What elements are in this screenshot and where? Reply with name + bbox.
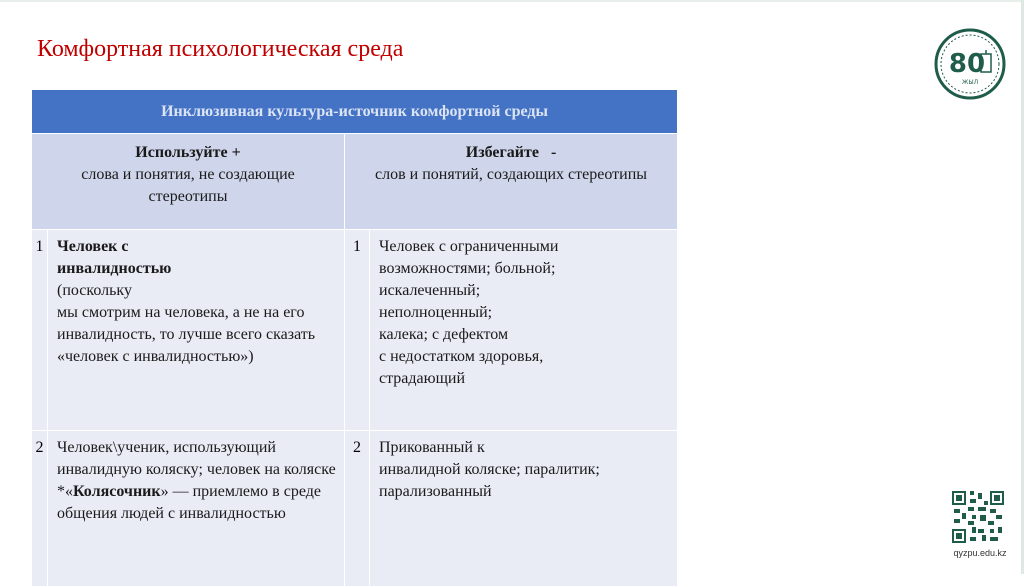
table-row <box>32 431 678 587</box>
use-note-line: (поскольку <box>57 282 132 299</box>
avoid-header <box>345 134 678 230</box>
anniversary-logo-icon <box>934 28 1006 100</box>
logo-caption: ЖЫЛ <box>961 79 979 86</box>
use-mixed-line <box>57 481 340 525</box>
row-number: 1 <box>32 230 48 431</box>
row-number: 1 <box>345 230 370 431</box>
avoid-line: с недостатком здоровья, <box>379 348 544 365</box>
site-url: qyzpu.edu.kz <box>953 548 1007 558</box>
avoid-line: искалеченный; <box>379 282 481 299</box>
avoid-header-title: Избегайте - <box>465 144 557 161</box>
use-cell <box>48 230 345 431</box>
logo-number: 80 <box>948 49 986 79</box>
top-edge <box>0 0 1024 2</box>
comparison-table <box>31 89 678 587</box>
use-header-title: Используйте + <box>135 144 241 161</box>
mixed-suffix: » — приемлемо в среде общения людей с инвалидностью <box>57 483 321 522</box>
avoid-line: инвалидной коляске; паралитик; парализованный <box>379 461 600 500</box>
use-term-line: инвалидностью <box>57 260 172 277</box>
mixed-bold-term: Колясочник <box>73 483 161 500</box>
use-cell <box>48 431 345 587</box>
avoid-line: неполноценный; <box>379 304 493 321</box>
avoid-line: Человек с ограниченными возможностями; больной; <box>379 238 559 277</box>
use-header <box>32 134 345 230</box>
qr-code-icon <box>952 491 1004 543</box>
use-note-line: «человек с инвалидностью») <box>57 348 254 365</box>
use-term-line: Человек с <box>57 238 129 255</box>
avoid-line: Прикованный к <box>379 439 485 456</box>
avoid-cell <box>370 431 678 587</box>
use-header-subtitle: слова и понятия, не создающие стереотипы <box>81 166 295 205</box>
avoid-line: калека; с дефектом <box>379 326 509 343</box>
use-note-line: Человек\ученик, использующий инвалидную коляску; человек на коляске <box>57 439 336 478</box>
mixed-prefix: *« <box>57 483 73 500</box>
avoid-line: страдающий <box>379 370 466 387</box>
row-number: 2 <box>32 431 48 587</box>
avoid-cell <box>370 230 678 431</box>
use-note-line: мы смотрим на человека, а не на его инвалидность, то лучше всего сказать <box>57 304 316 343</box>
table-banner: Инклюзивная культура-источник комфортной среды <box>32 90 678 134</box>
table-row <box>32 230 678 431</box>
avoid-header-subtitle: слов и понятий, создающих стереотипы <box>375 166 647 183</box>
row-number: 2 <box>345 431 370 587</box>
slide-title: Комфортная психологическая среда <box>37 36 404 62</box>
